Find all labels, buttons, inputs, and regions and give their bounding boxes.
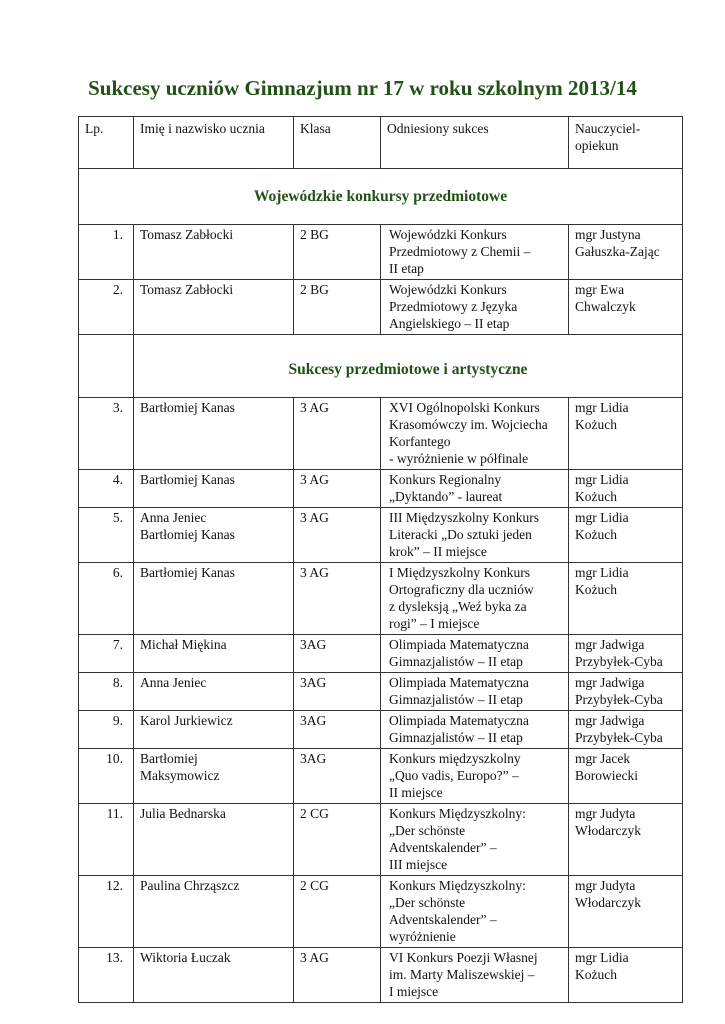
table-row xyxy=(79,508,683,563)
cell-name: Anna Jeniec Bartłomiej Kanas xyxy=(134,508,294,563)
section-row xyxy=(79,335,683,398)
cell-class: 3 AG xyxy=(294,470,381,508)
cell-teacher: mgr Justyna Gałuszka-Zając xyxy=(569,225,683,280)
table-row xyxy=(79,948,683,1003)
cell-class: 3AG xyxy=(294,673,381,711)
table-row xyxy=(79,804,683,876)
cell-teacher: mgr Lidia Kożuch xyxy=(569,508,683,563)
cell-name: Wiktoria Łuczak xyxy=(134,948,294,1003)
cell-lp: 3. xyxy=(79,398,134,470)
cell-class: 2 CG xyxy=(294,804,381,876)
cell-achievement: Konkurs międzyszkolny „Quo vadis, Europo?” – II miejsce xyxy=(381,749,569,804)
cell-teacher: mgr Lidia Kożuch xyxy=(569,398,683,470)
cell-achievement: VI Konkurs Poezji Własnej im. Marty Maliszewskiej – I miejsce xyxy=(381,948,569,1003)
cell-teacher: mgr Jadwiga Przybyłek-Cyba xyxy=(569,673,683,711)
cell-lp: 12. xyxy=(79,876,134,948)
cell-class: 3 AG xyxy=(294,948,381,1003)
cell-lp: 11. xyxy=(79,804,134,876)
cell-name: Bartłomiej Kanas xyxy=(134,470,294,508)
cell-teacher: mgr Ewa Chwalczyk xyxy=(569,280,683,335)
cell-name: Karol Jurkiewicz xyxy=(134,711,294,749)
cell-achievement: Wojewódzki Konkurs Przedmiotowy z Języka Angielskiego – II etap xyxy=(381,280,569,335)
cell-class: 2 CG xyxy=(294,876,381,948)
cell-teacher: mgr Jadwiga Przybyłek-Cyba xyxy=(569,635,683,673)
cell-lp: 2. xyxy=(79,280,134,335)
table-row xyxy=(79,876,683,948)
cell-achievement: Konkurs Regionalny „Dyktando” - laureat xyxy=(381,470,569,508)
cell-name: Tomasz Zabłocki xyxy=(134,280,294,335)
cell-name: Paulina Chrząszcz xyxy=(134,876,294,948)
cell-class: 3AG xyxy=(294,711,381,749)
cell-teacher: mgr Jacek Borowiecki xyxy=(569,749,683,804)
table-row xyxy=(79,711,683,749)
section-title: Wojewódzkie konkursy przedmiotowe xyxy=(79,169,683,225)
page-title: Sukcesy uczniów Gimnazjum nr 17 w roku szkolnym 2013/14 xyxy=(88,76,637,100)
cell-name: Bartłomiej Kanas xyxy=(134,398,294,470)
header-name: Imię i nazwisko ucznia xyxy=(134,117,294,169)
cell-class: 3AG xyxy=(294,635,381,673)
table-row xyxy=(79,225,683,280)
cell-teacher: mgr Judyta Włodarczyk xyxy=(569,804,683,876)
header-teacher: Nauczyciel- opiekun xyxy=(569,117,683,169)
cell-class: 3 AG xyxy=(294,508,381,563)
table-row xyxy=(79,749,683,804)
section-blank-cell xyxy=(79,335,134,398)
cell-name: Bartłomiej Kanas xyxy=(134,563,294,635)
cell-name: Michał Miękina xyxy=(134,635,294,673)
section-row xyxy=(79,169,683,225)
cell-achievement: I Międzyszkolny Konkurs Ortograficzny dla uczniów z dysleksją „Weź byka za rogi” – I miejsce xyxy=(381,563,569,635)
cell-achievement: Konkurs Międzyszkolny: „Der schönste Adventskalender” – wyróżnienie xyxy=(381,876,569,948)
cell-name: Bartłomiej Maksymowicz xyxy=(134,749,294,804)
cell-lp: 9. xyxy=(79,711,134,749)
section-title: Sukcesy przedmiotowe i artystyczne xyxy=(134,335,683,398)
table-row xyxy=(79,673,683,711)
table-row xyxy=(79,563,683,635)
header-lp: Lp. xyxy=(79,117,134,169)
cell-achievement: Olimpiada Matematyczna Gimnazjalistów – II etap xyxy=(381,673,569,711)
cell-lp: 10. xyxy=(79,749,134,804)
cell-teacher: mgr Lidia Kożuch xyxy=(569,563,683,635)
cell-teacher: mgr Lidia Kożuch xyxy=(569,948,683,1003)
header-achievement: Odniesiony sukces xyxy=(381,117,569,169)
cell-lp: 4. xyxy=(79,470,134,508)
cell-lp: 13. xyxy=(79,948,134,1003)
cell-lp: 6. xyxy=(79,563,134,635)
cell-name: Julia Bednarska xyxy=(134,804,294,876)
cell-achievement: Olimpiada Matematyczna Gimnazjalistów – II etap xyxy=(381,635,569,673)
cell-class: 3 AG xyxy=(294,398,381,470)
cell-class: 2 BG xyxy=(294,280,381,335)
table-row xyxy=(79,398,683,470)
cell-achievement: XVI Ogólnopolski Konkurs Krasomówczy im. Wojciecha Korfantego - wyróżnienie w półfinale xyxy=(381,398,569,470)
table-row xyxy=(79,280,683,335)
cell-class: 2 BG xyxy=(294,225,381,280)
achievements-table xyxy=(78,116,683,1003)
cell-achievement: III Międzyszkolny Konkurs Literacki „Do sztuki jeden krok” – II miejsce xyxy=(381,508,569,563)
table-row xyxy=(79,635,683,673)
cell-achievement: Konkurs Międzyszkolny: „Der schönste Adventskalender” – III miejsce xyxy=(381,804,569,876)
cell-teacher: mgr Jadwiga Przybyłek-Cyba xyxy=(569,711,683,749)
cell-lp: 7. xyxy=(79,635,134,673)
cell-lp: 1. xyxy=(79,225,134,280)
cell-achievement: Wojewódzki Konkurs Przedmiotowy z Chemii – II etap xyxy=(381,225,569,280)
cell-class: 3AG xyxy=(294,749,381,804)
header-class: Klasa xyxy=(294,117,381,169)
table-header-row xyxy=(79,117,683,169)
cell-teacher: mgr Lidia Kożuch xyxy=(569,470,683,508)
cell-name: Anna Jeniec xyxy=(134,673,294,711)
cell-name: Tomasz Zabłocki xyxy=(134,225,294,280)
cell-teacher: mgr Judyta Włodarczyk xyxy=(569,876,683,948)
cell-lp: 5. xyxy=(79,508,134,563)
table-row xyxy=(79,470,683,508)
cell-lp: 8. xyxy=(79,673,134,711)
cell-achievement: Olimpiada Matematyczna Gimnazjalistów – II etap xyxy=(381,711,569,749)
cell-class: 3 AG xyxy=(294,563,381,635)
